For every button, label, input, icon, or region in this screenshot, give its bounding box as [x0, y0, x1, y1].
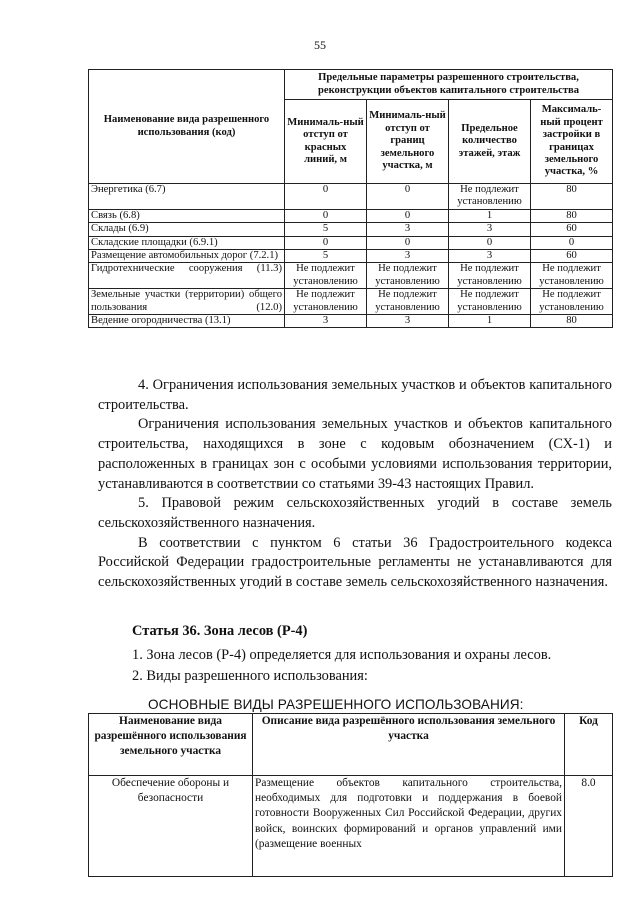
paragraph: 5. Правовой режим сельскохозяйственных угодий в составе земель сельскохозяйственного назначения. — [98, 495, 612, 531]
row-name: Складские площадки (6.9.1) — [89, 236, 285, 249]
table-row — [89, 289, 613, 315]
row-value: Не подлежит установлению — [285, 289, 367, 315]
table-row — [89, 250, 613, 263]
row-value: 0 — [367, 184, 449, 210]
header-max-coverage: Максималь-ный процент застройки в границах земельного участка, % — [531, 100, 613, 184]
row-value: 0 — [367, 236, 449, 249]
row-value: Не подлежит установлению — [449, 289, 531, 315]
header-code: Код — [565, 714, 613, 776]
row-value: 80 — [531, 209, 613, 222]
row-value: 3 — [285, 315, 367, 328]
row-name: Склады (6.9) — [89, 223, 285, 236]
table-row — [89, 315, 613, 328]
header-min-setback-red-lines: Минималь-ный отступ от красных линий, м — [285, 100, 367, 184]
row-value: 0 — [449, 236, 531, 249]
row-value: 60 — [531, 250, 613, 263]
row-value: 3 — [367, 223, 449, 236]
row-value: 1 — [449, 209, 531, 222]
row-name: Связь (6.8) — [89, 209, 285, 222]
row-value: Не подлежит установлению — [367, 289, 449, 315]
row-value: 0 — [531, 236, 613, 249]
use-name-cell: Обеспечение обороны и безопасности — [89, 776, 253, 877]
table-row — [89, 776, 613, 877]
paragraph: Ограничения использования земельных участков и объектов капитального строительства, находящихся в зоне с кодовым обозначением (СХ-1) и расположенных в границах зон с особыми условиями использования территории, устанавливаются в соответствии со статьями 39-43 настоящих Правил. — [98, 416, 612, 492]
table-row — [89, 209, 613, 222]
permitted-uses-table — [88, 713, 613, 877]
row-value: 3 — [449, 250, 531, 263]
row-value: Не подлежит установлению — [531, 263, 613, 289]
header-max-floors: Предельное количество этажей, этаж — [449, 100, 531, 184]
row-value: 0 — [285, 184, 367, 210]
body-text — [98, 376, 612, 593]
row-name: Гидротехнические сооружения (11.3) — [89, 263, 285, 289]
row-value: 1 — [449, 315, 531, 328]
row-value: Не подлежит установлению — [285, 263, 367, 289]
table-row — [89, 236, 613, 249]
paragraph: 4. Ограничения использования земельных участков и объектов капитального строительства. — [98, 377, 612, 413]
article-title: Статья 36. Зона лесов (Р-4) — [132, 623, 308, 639]
header-use-description: Описание вида разрешённого использования земельного участка — [253, 714, 565, 776]
table-row — [89, 223, 613, 236]
row-name: Размещение автомобильных дорог (7.2.1) — [89, 250, 285, 263]
row-value: 80 — [531, 184, 613, 210]
row-value: 0 — [285, 236, 367, 249]
row-name: Земельные участки (территории) общего пользования (12.0) — [89, 289, 285, 315]
list-item: 1. Зона лесов (Р-4) определяется для использования и охраны лесов. — [132, 647, 552, 663]
header-min-setback-plot: Минималь-ный отступ от границ земельного участка, м — [367, 100, 449, 184]
row-value: 0 — [367, 209, 449, 222]
use-description-cell: Размещение объектов капитального строительства, необходимых для подготовки и поддержания в боевой готовности Вооруженных Сил Российской Федерации, других войск, воинских формирований и органов управлений ими (размещение военных — [253, 776, 565, 877]
list-item: 2. Виды разрешенного использования: — [132, 668, 368, 684]
row-value: 80 — [531, 315, 613, 328]
page-number: 55 — [314, 38, 326, 52]
paragraph: В соответствии с пунктом 6 статьи 36 Градостроительного кодекса Российской Федерации градостроительные регламенты не устанавливаются для сельскохозяйственных угодий в составе земель сельскохозяйственного назначения. — [98, 534, 612, 591]
row-value: 3 — [367, 315, 449, 328]
table-row — [89, 263, 613, 289]
row-value: 3 — [367, 250, 449, 263]
row-value: 5 — [285, 223, 367, 236]
row-name: Ведение огородничества (13.1) — [89, 315, 285, 328]
numbered-list — [132, 645, 612, 687]
parameters-table — [88, 69, 613, 328]
header-use-type: Наименование вида разрешенного использования (код) — [89, 70, 285, 184]
row-name: Энергетика (6.7) — [89, 184, 285, 210]
row-value: 5 — [285, 250, 367, 263]
header-use-name: Наименование вида разрешённого использования земельного участка — [89, 714, 253, 776]
use-code-cell: 8.0 — [565, 776, 613, 877]
row-value: Не подлежит установлению — [449, 263, 531, 289]
row-value: 0 — [285, 209, 367, 222]
row-value: 3 — [449, 223, 531, 236]
section-caps-title: ОСНОВНЫЕ ВИДЫ РАЗРЕШЕННОГО ИСПОЛЬЗОВАНИЯ: — [148, 697, 524, 712]
row-value: Не подлежит установлению — [531, 289, 613, 315]
header-parameters-group: Предельные параметры разрешенного строительства, реконструкции объектов капитального строительства — [285, 70, 613, 100]
row-value: Не подлежит установлению — [449, 184, 531, 210]
table-row — [89, 184, 613, 210]
row-value: 60 — [531, 223, 613, 236]
row-value: Не подлежит установлению — [367, 263, 449, 289]
